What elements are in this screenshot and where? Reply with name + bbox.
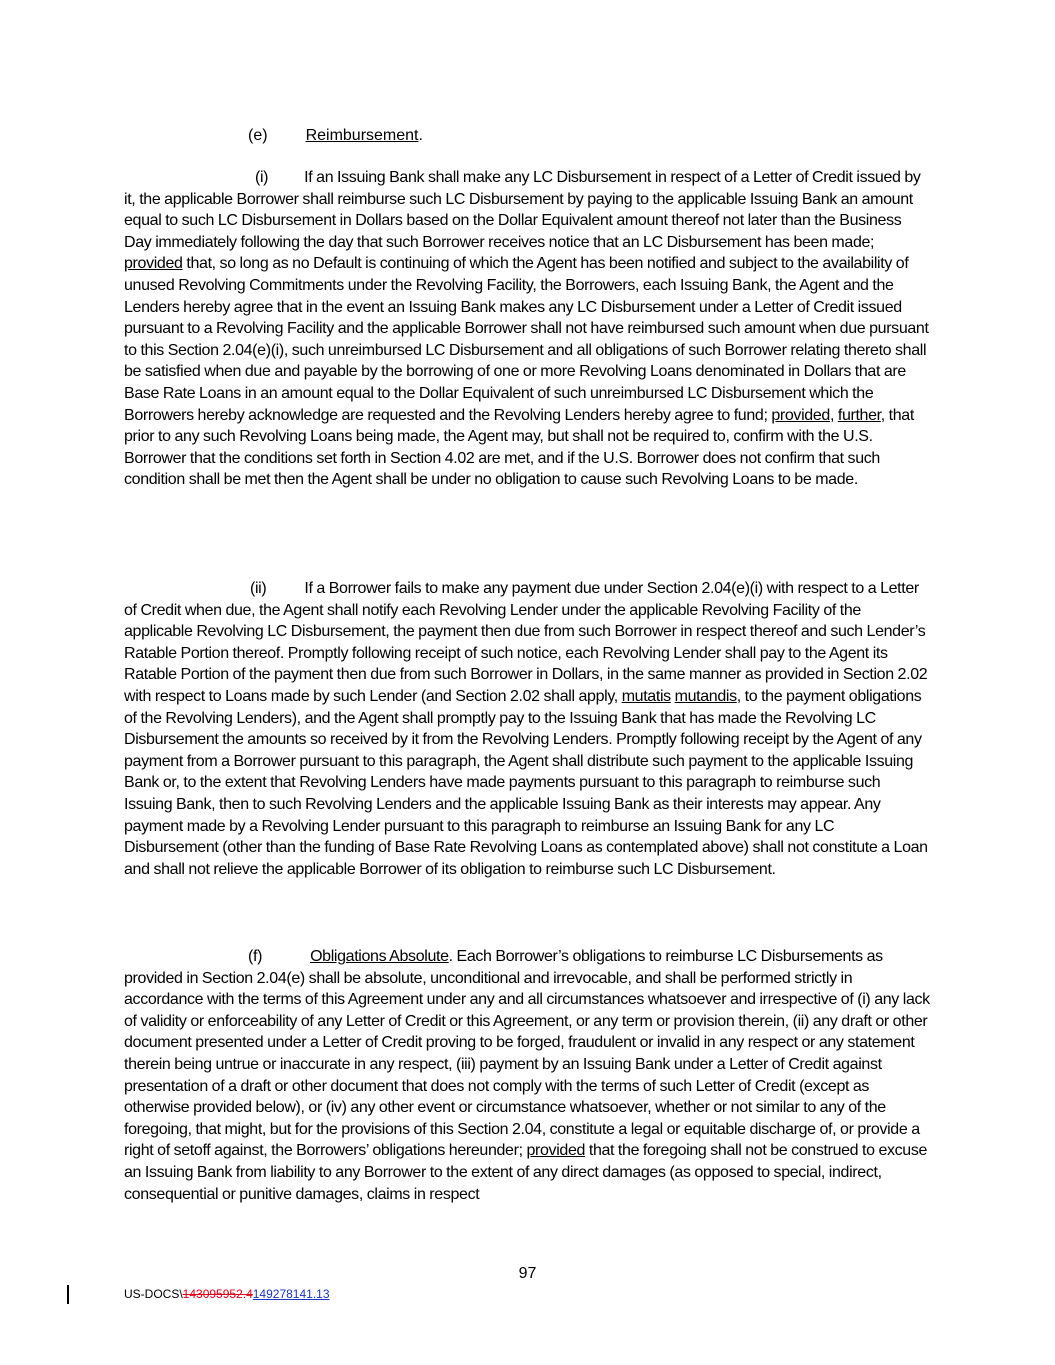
paragraph-e-i-text-3: , that prior to any such Revolving Loans being made, the Agent may, but shall not be required to, confirm with the U.S. Borrower that the conditions set forth in Section 4.02 are met, and if the U.S. Borrower does not confirm that such condition shall be met then the Agent shall be under no obligation to cause such Revolving Loans to be made.: [124, 406, 914, 489]
footer-inserted-id: 149278141.13: [252, 1287, 330, 1301]
footer-document-id: [124, 1286, 330, 1302]
footer-prefix: US-DOCS\: [124, 1287, 183, 1301]
section-e-title: Reimbursement: [305, 127, 419, 144]
revision-change-bar: [67, 1285, 69, 1304]
section-e-heading: [248, 125, 423, 147]
section-f-number: (f): [248, 948, 263, 965]
section-e-title-end: .: [418, 127, 423, 144]
section-f-title: Obligations Absolute: [310, 948, 449, 965]
further-term: further: [837, 406, 881, 424]
paragraph-e-i-number: (i): [255, 169, 269, 186]
paragraph-e-ii-text-2: , to the payment obligations of the Revolving Lenders), and the Agent shall promptly pay to the Issuing Bank that has made the Revolving LC Disbursement the amounts so received by it from the Revolving Lenders. Promptly following receipt by the Agent of any payment from a Borrower pursuant to this paragraph, the Agent shall distribute such payment to the applicable Issuing Bank or, to the extent that Revolving Lenders have made payments pursuant to this paragraph to reimburse such Issuing Bank, then to such Revolving Lenders and the applicable Issuing Bank as their interests may appear. Any payment made by a Revolving Lender pursuant to this paragraph to reimburse an Issuing Bank for any LC Disbursement (other than the funding of Base Rate Revolving Loans as contemplated above) shall not constitute a Loan and shall not relieve the applicable Borrower of its obligation to reimburse such LC Disbursement.: [124, 687, 928, 878]
provided-term-3: provided: [526, 1142, 586, 1160]
paragraph-e-ii-text-1: If a Borrower fails to make any payment due under Section 2.04(e)(i) with respect to a Letter of Credit when due, the Agent shall notify each Revolving Lender under the applicable Revolving Facility of the applicable Revolving LC Disbursement, the payment then due from such Borrower in respect thereof and such Lender’s Ratable Portion thereof. Promptly following receipt of such notice, each Revolving Lender shall pay to the Agent its Ratable Portion of the payment then due from such Borrower in Dollars, in the same manner as provided in Section 2.02 with respect to Loans made by such Lender (and Section 2.02 shall apply,: [124, 580, 928, 705]
section-f-paragraph: [124, 946, 932, 1205]
paragraph-e-ii-number: (ii): [250, 580, 267, 597]
provided-term-2: provided: [771, 406, 830, 424]
section-f-text-2: that the foregoing shall not be construed to excuse an Issuing Bank from liability to any Borrower to the extent of any direct damages (as opposed to special, indirect, consequential or punitive damages, claims in respect: [124, 1142, 928, 1203]
paragraph-e-i: [124, 167, 932, 491]
footer-deleted-id: 143095952.4: [182, 1287, 253, 1301]
paragraph-e-i-comma: ,: [829, 406, 838, 424]
page-number: 97: [518, 1265, 537, 1282]
paragraph-e-i-text-2: that, so long as no Default is continuing of which the Agent has been notified and subject to the availability of unused Revolving Commitments under the Revolving Facility, the Borrowers, each Issuing Bank, the Agent and the Lenders hereby agree that in the event an Issuing Bank makes any LC Disbursement under a Letter of Credit issued pursuant to a Revolving Facility and the applicable Borrower shall not have reimbursed such amount when due pursuant to this Section 2.04(e)(i), such unreimbursed LC Disbursement and all obligations of such Borrower relating thereto shall be satisfied when due and payable by the borrowing of one or more Revolving Loans denominated in Dollars that are Base Rate Loans in an amount equal to the Dollar Equivalent of such unreimbursed LC Disbursement which the Borrowers hereby acknowledge are requested and the Revolving Lenders hereby agree to fund;: [124, 255, 929, 424]
section-f-text-1: . Each Borrower’s obligations to reimburse LC Disbursements as provided in Section 2.04(e) shall be absolute, unconditional and irrevocable, and shall be performed strictly in accordance with the terms of this Agreement under any and all circumstances whatsoever and irrespective of (i) any lack of validity or enforceability of any Letter of Credit or this Agreement, or any term or provision therein, (ii) any draft or other document presented under a Letter of Credit proving to be forged, fraudulent or invalid in any respect or any statement therein being untrue or inaccurate in any respect, (iii) payment by an Issuing Bank under a Letter of Credit against presentation of a draft or other document that does not comply with the terms of such Letter of Credit (except as otherwise provided below), or (iv) any other event or circumstance whatsoever, whether or not similar to any of the foregoing, that might, but for the provisions of this Section 2.04, constitute a legal or equitable discharge of, or provide a right of setoff against, the Borrowers’ obligations hereunder;: [124, 948, 930, 1160]
paragraph-e-ii: [124, 578, 932, 880]
mutandis-term: mutandis: [674, 687, 737, 705]
section-e-number: (e): [248, 127, 268, 144]
provided-term-1: provided: [124, 255, 183, 273]
paragraph-e-i-text-1: If an Issuing Bank shall make any LC Disbursement in respect of a Letter of Credit issued by it, the applicable Borrower shall reimburse such LC Disbursement by paying to the applicable Issuing Bank an amount equal to such LC Disbursement in Dollars based on the Dollar Equivalent amount thereof not later than the Business Day immediately following the day that such Borrower receives notice that an LC Disbursement has been made;: [124, 169, 921, 251]
mutatis-term: mutatis: [621, 687, 671, 705]
